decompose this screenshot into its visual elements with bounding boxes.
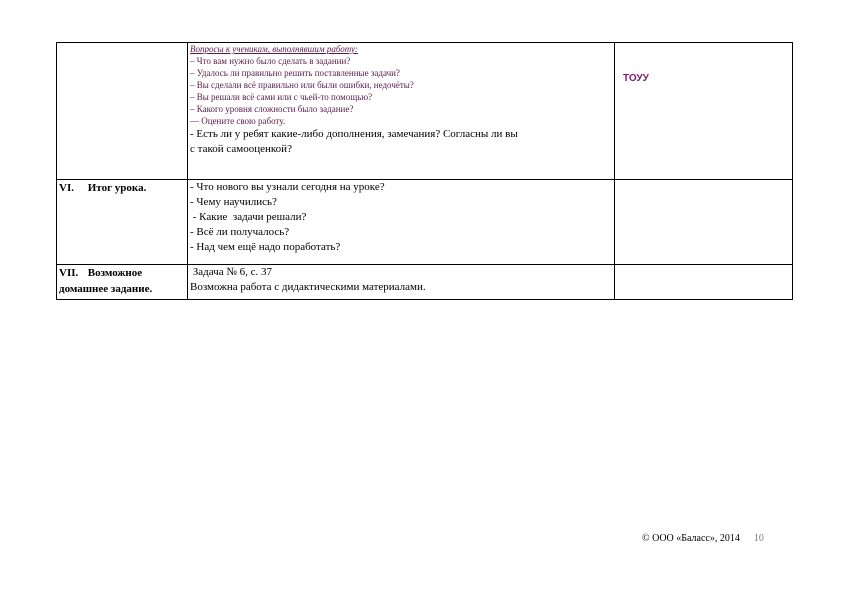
discussion-line: - Есть ли у ребят какие-либо дополнения, замечания? Согласны ли вы <box>190 128 518 140</box>
content-cell <box>188 265 615 300</box>
uud-cell <box>615 180 793 265</box>
stage-name-continued: домашнее задание. <box>59 283 153 295</box>
table-row-homework <box>57 265 793 300</box>
lesson-plan-table <box>56 42 793 300</box>
question-item: – Удалось ли правильно решить поставленные задачи? <box>190 68 400 78</box>
summary-line: - Чему научились? <box>190 196 277 208</box>
stage-number: VI. <box>59 182 74 194</box>
summary-line: - Всё ли получалось? <box>190 226 290 238</box>
stage-name: Итог урока. <box>87 182 147 194</box>
summary-line: - Что нового вы узнали сегодня на уроке? <box>190 181 385 193</box>
summary-line: - Над чем ещё надо поработать? <box>190 241 341 253</box>
stage-cell <box>57 180 188 265</box>
question-item: — Оцените свою работу. <box>190 116 286 126</box>
discussion-line: с такой самооценкой? <box>190 143 292 155</box>
stage-title <box>59 265 185 281</box>
question-item: – Что вам нужно было сделать в задании? <box>190 56 351 66</box>
homework-line: Возможна работа с дидактическими материалами. <box>190 281 426 293</box>
page-footer <box>642 533 764 544</box>
stage-cell <box>57 43 188 180</box>
stage-title <box>59 180 185 196</box>
table-row-reflection <box>57 43 793 180</box>
copyright-text: © ООО «Баласс», 2014 <box>642 533 740 544</box>
table-row-summary <box>57 180 793 265</box>
summary-line: - Какие задачи решали? <box>190 211 307 223</box>
question-item: – Вы решали всё сами или с чьей-то помощью? <box>190 92 373 102</box>
question-item: – Какого уровня сложности было задание? <box>190 104 354 114</box>
uud-cell <box>615 43 793 180</box>
stage-name: Возможное <box>87 267 143 279</box>
homework-line: Задача № 6, с. 37 <box>190 266 272 278</box>
uud-label: ТОУУ <box>623 73 649 84</box>
uud-cell <box>615 265 793 300</box>
stage-number: VII. <box>59 267 79 279</box>
questions-title: Вопросы к ученикам, выполнявшим работу: <box>190 44 358 54</box>
content-cell <box>188 43 615 180</box>
content-cell <box>188 180 615 265</box>
stage-cell <box>57 265 188 300</box>
page-number: 10 <box>753 533 764 544</box>
question-item: – Вы сделали всё правильно или были ошибки, недочёты? <box>190 80 414 90</box>
